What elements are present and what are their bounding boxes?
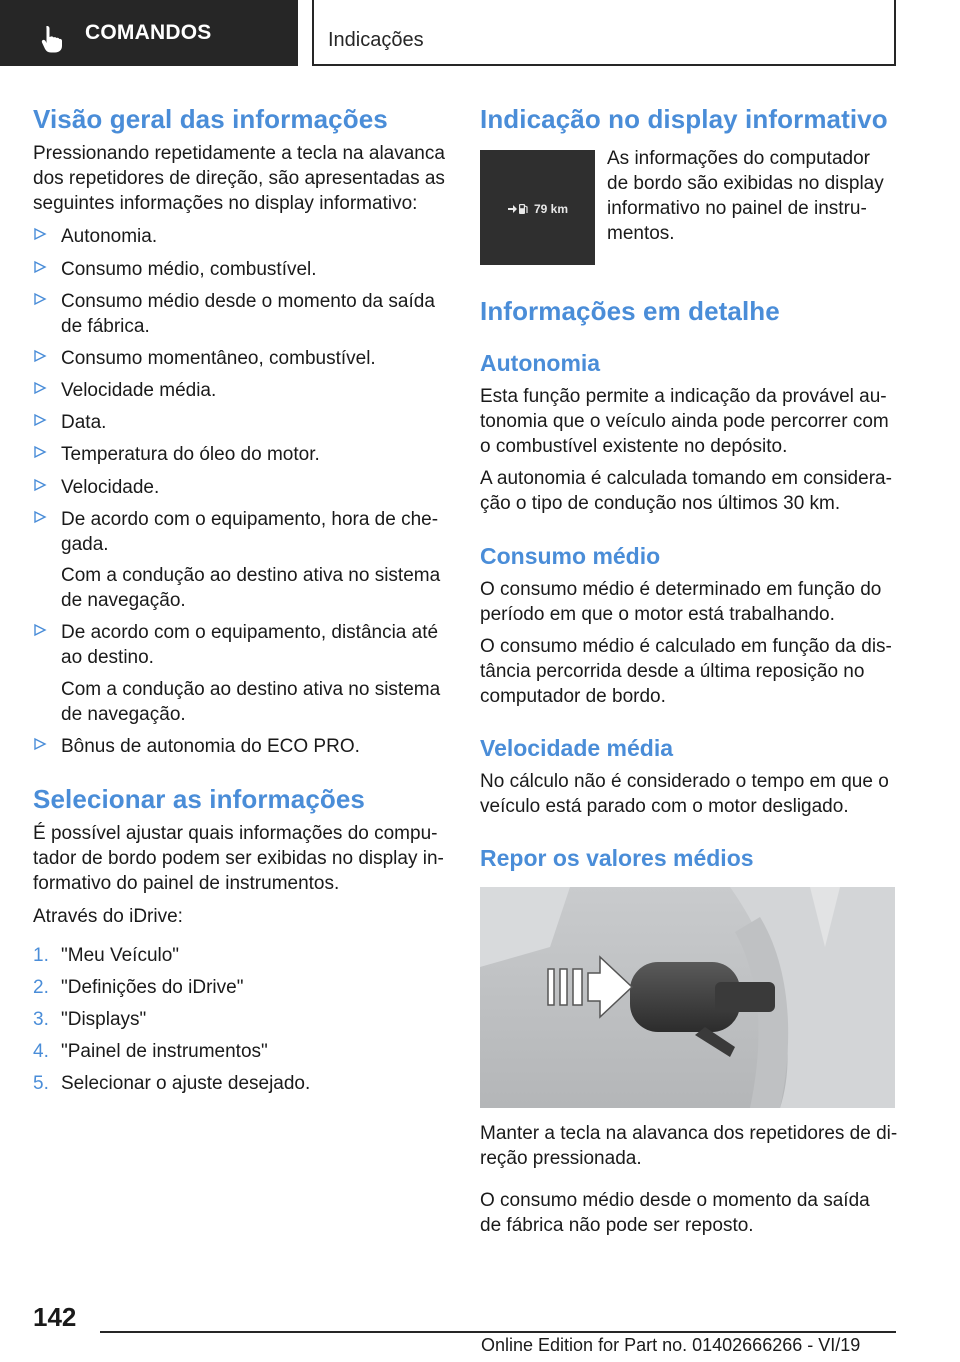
range-value: 79 km [534,202,569,216]
bullet-triangle-icon [33,478,47,492]
chapter-label: Indicações [328,29,424,51]
step-number: 5. [33,1073,49,1094]
bullet-text: Consumo médio desde o momento da saída [61,291,435,312]
bullet-triangle-icon [33,260,47,274]
idrive-intro: Através do iDrive: [33,906,183,927]
bullet-text: gada. [61,534,109,555]
step-number: 2. [33,977,49,998]
section-tab [0,0,298,66]
bullet-text: Velocidade média. [61,380,217,401]
step-number: 1. [33,945,49,966]
repor-line-1: Manter a tecla na alavanca dos repetidores de di- [480,1123,898,1144]
consumo-line-1: O consumo médio é determinado em função do [480,579,882,600]
bullet-text: Consumo momentâneo, combustível. [61,348,376,369]
bullet-text: de navegação. [61,590,186,611]
bullet-text: Autonomia. [61,226,158,247]
bullet-triangle-icon [33,292,47,306]
autonomia-line-2: tonomia que o veículo ainda pode percorrer com [480,411,889,432]
pointing-hand-icon [38,24,68,54]
bullet-text: Com a condução ao destino ativa no sistema [61,565,441,586]
bullet-triangle-icon [33,381,47,395]
overview-line-2: dos repetidores de direção, são apresentadas as [33,168,445,189]
display-line-2: de bordo são exibidas no display [607,173,884,194]
bullet-text: Temperatura do óleo do motor. [61,444,320,465]
edition-label: Online Edition for Part no. 01402666266 - VI/19 [481,1335,861,1355]
step-number: 3. [33,1009,49,1030]
select-line-1: É possível ajustar quais informações do compu- [33,823,438,844]
heading-select-info: Selecionar as informações [33,784,365,814]
velocidade-line-1: No cálculo não é considerado o tempo em que o [480,771,889,792]
heading-repor: Repor os valores médios [480,845,754,871]
bullet-triangle-icon [33,445,47,459]
bullet-triangle-icon [33,413,47,427]
autonomia-line-5: ção o tipo de condução nos últimos 30 km. [480,493,841,514]
page-number: 142 [33,1302,77,1332]
overview-line-3: seguintes informações no display informativo: [33,193,418,214]
select-line-3: formativo do painel de instrumentos. [33,873,340,894]
autonomia-line-3: o combustível existente no depósito. [480,436,788,457]
step-text: Selecionar o ajuste desejado. [61,1073,311,1094]
bullet-triangle-icon [33,227,47,241]
display-line-1: As informações do computador [607,148,870,169]
overview-line-1: Pressionando repetidamente a tecla na alavanca [33,143,445,164]
bullet-triangle-icon [33,623,47,637]
footer-divider [100,1331,896,1333]
chapter-header [312,0,896,66]
consumo-line-2: período em que o motor está trabalhando. [480,604,835,625]
heading-velocidade: Velocidade média [480,735,674,761]
autonomia-line-1: Esta função permite a indicação da provável au- [480,386,887,407]
heading-overview: Visão geral das informações [33,104,388,134]
consumo-line-5: computador de bordo. [480,686,666,707]
repor-line-4: de fábrica não pode ser reposto. [480,1215,754,1236]
step-text: "Painel de instrumentos" [61,1041,268,1062]
range-arrow-icon [507,202,529,216]
bullet-text: De acordo com o equipamento, hora de che- [61,509,439,530]
bullet-text: De acordo com o equipamento, distância até [61,622,439,643]
bullet-text: de navegação. [61,704,186,725]
heading-autonomia: Autonomia [480,350,601,376]
repor-line-2: reção pressionada. [480,1148,642,1169]
repor-line-3: O consumo médio desde o momento da saída [480,1190,870,1211]
bullet-text: Velocidade. [61,477,160,498]
bullet-triangle-icon [33,737,47,751]
turn-signal-lever-photo [480,887,895,1108]
display-line-3: informativo no painel de instru- [607,198,867,219]
bullet-text: ao destino. [61,647,154,668]
info-display-image [480,150,595,265]
step-text: "Meu Veículo" [61,945,180,966]
bullet-triangle-icon [33,349,47,363]
step-text: "Displays" [61,1009,147,1030]
bullet-text: Bônus de autonomia do ECO PRO. [61,736,360,757]
heading-display: Indicação no display informativo [480,104,888,134]
select-line-2: tador de bordo podem ser exibidas no display in- [33,848,444,869]
display-line-4: mentos. [607,223,675,244]
section-label: COMANDOS [85,21,212,44]
bullet-text: de fábrica. [61,316,150,337]
heading-details: Informações em detalhe [480,296,780,326]
bullet-text: Com a condução ao destino ativa no sistema [61,679,441,700]
consumo-line-3: O consumo médio é calculado em função da dis- [480,636,892,657]
step-text: "Definições do iDrive" [61,977,244,998]
bullet-text: Data. [61,412,107,433]
heading-consumo: Consumo médio [480,543,661,569]
bullet-text: Consumo médio, combustível. [61,259,317,280]
autonomia-line-4: A autonomia é calculada tomando em considera- [480,468,892,489]
velocidade-line-2: veículo está parado com o motor desligado. [480,796,849,817]
bullet-triangle-icon [33,510,47,524]
consumo-line-4: tância percorrida desde a última reposição no [480,661,865,682]
step-number: 4. [33,1041,49,1062]
